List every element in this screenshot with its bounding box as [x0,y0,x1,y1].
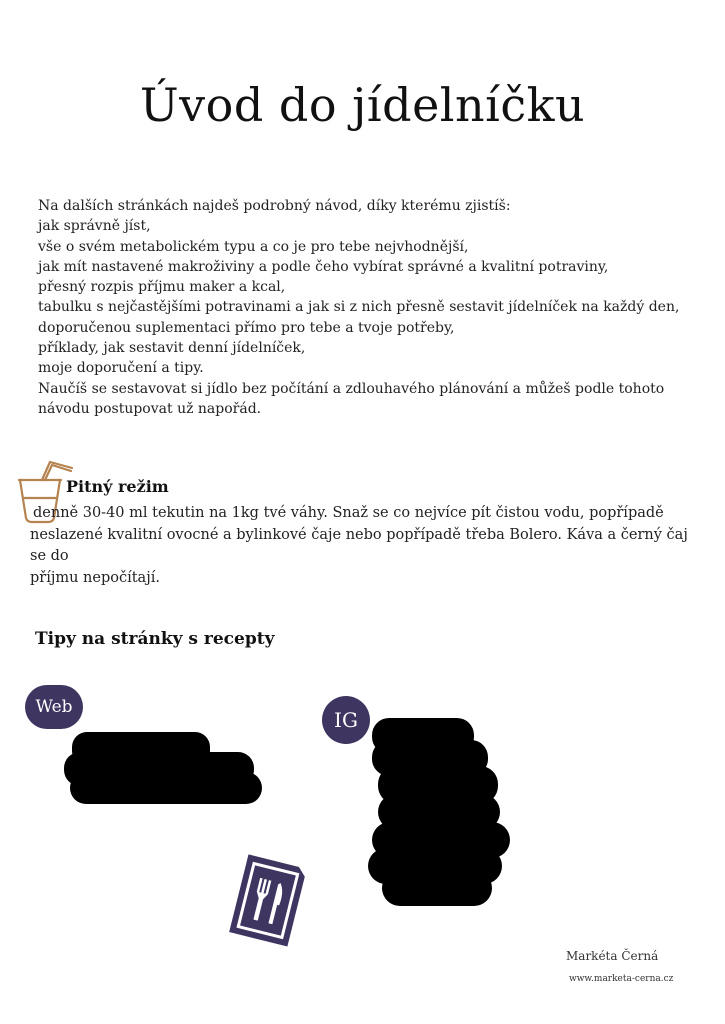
intro-line: vše o svém metabolickém typu a co je pro tebe nejvhodnější, [38,238,469,255]
water-line: denně 30-40 ml tekutin na 1kg tvé váhy. Snaž se co nejvíce pít čistou vodu, popřípadě [33,505,664,521]
recipes-heading: Tipy na stránky s recepty [35,629,275,649]
author-name: Markéta Černá [566,949,659,963]
intro-line: doporučenou suplementaci přímo pro tebe a tvoje potřeby, [38,319,455,336]
intro-line: jak mít nastavené makroživiny a podle čeho vybírat správné a kvalitní potraviny, [38,258,609,275]
water-line: příjmu nepočítají. [30,569,160,586]
author-website: www.marketa-cerna.cz [569,974,674,984]
ig-badge: IG [322,696,370,744]
intro-line: příklady, jak sestavit denní jídelníček, [38,340,306,357]
intro-line: moje doporučení a tipy. [38,360,204,377]
water-heading: Pitný režim [66,477,169,496]
intro-line: jak správně jíst, [38,218,151,235]
menu-fork-knife-icon [220,850,312,950]
web-badge: Web [25,685,83,729]
intro-line: přesný rozpis příjmu maker a kcal, [38,279,286,296]
intro-line: tabulku s nejčastějšími potravinami a jak si z nich přesně sestavit jídelníček na každý den, [38,299,680,316]
page-title: Úvod do jídelníčku [139,78,586,132]
intro-line: Naučíš se sestavovat si jídlo bez počítání a zdlouhavého plánování a můžeš podle tohoto [38,380,665,397]
intro-line: Na dalších stránkách najdeš podrobný návod, díky kterému zjistíš: [38,198,511,214]
web-links-redaction [64,732,262,804]
intro-line: návodu postupovat už napořád. [38,400,262,417]
ig-links-redaction [368,718,510,906]
water-line: neslazené kvalitní ovocné a bylinkové čaje nebo popřípadě třeba Bolero. Káva a černý čaj se do [30,526,688,564]
